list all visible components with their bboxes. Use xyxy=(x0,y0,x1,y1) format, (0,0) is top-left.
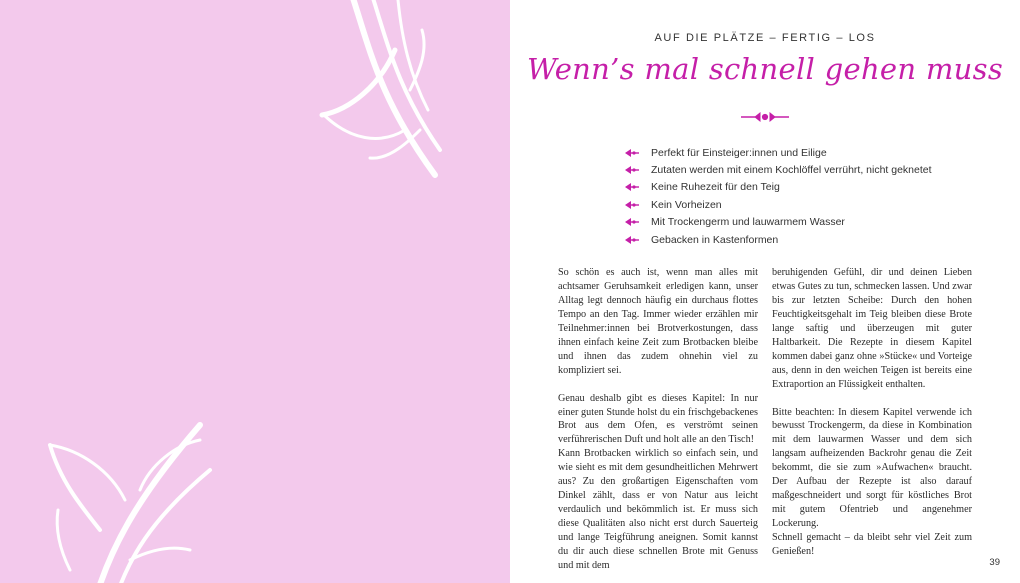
leaf-bullet-icon xyxy=(625,201,651,209)
flourish-top-icon xyxy=(310,0,510,190)
page-number: 39 xyxy=(989,557,1000,568)
paragraph: Genau deshalb gibt es dieses Kapitel: In nur einer guten Stunde holst du ein frischgebackenes Brot aus dem Ofen, es verströmt seinen verführerischen Duft und holt alle an den Tisch! xyxy=(558,392,758,446)
paragraph: So schön es auch ist, wenn man alles mit achtsamer Geruhsamkeit erledigen kann, unser Alltag legt dennoch häufig ein durchaus flottes Tempo an den Tag. Immer wieder erzählen mir Teilnehmer:innen bei Brotverkostungen, dass ihnen einfach keine Zeit zum Brotbacken bleibe und ihnen das zudem ohnehin viel zu kompliziert sei. xyxy=(558,267,758,376)
chapter-title: Wenn’s mal schnell gehen muss xyxy=(526,52,1004,86)
list-item xyxy=(625,196,932,213)
list-item-text: Keine Ruhezeit für den Teig xyxy=(651,181,780,194)
list-item-text: Zutaten werden mit einem Kochlöffel verrührt, nicht geknetet xyxy=(651,164,932,177)
feature-list xyxy=(625,144,932,248)
paragraph: Kann Brotbacken wirklich so einfach sein, und wie sieht es mit dem gesundheitlichen Mehrwert aus? Zu den großartigen Eigenschaften vom Dinkel zählt, dass er von Natur aus leicht verdaulich und bekömmlich ist. Er muss sich diese Qualitäten also nicht erst durch Sauerteig und lange Teigführung aneignen. Somit kannst du dir auch diese schnellen Brote mit Genuss und mit dem xyxy=(558,448,758,571)
leaf-bullet-icon xyxy=(625,183,651,191)
list-item-text: Kein Vorheizen xyxy=(651,198,722,211)
list-item xyxy=(625,179,932,196)
leaf-bullet-icon xyxy=(625,149,651,157)
list-item xyxy=(625,144,932,161)
leaf-bullet-icon xyxy=(625,236,651,244)
body-column-left xyxy=(558,266,758,573)
chapter-kicker: AUF DIE PLÄTZE – FERTIG – LOS xyxy=(654,32,876,44)
list-item xyxy=(625,161,932,178)
flourish-bottom-icon xyxy=(40,410,220,583)
list-item-text: Gebacken in Kastenformen xyxy=(651,233,779,246)
paragraph: beruhigenden Gefühl, dir und deinen Lieben etwas Gutes zu tun, schmecken lassen. Und zwar bis zur letzten Scheibe: Durch den hohen Feuchtigkeitsgehalt im Teig bleiben diese Brote lange saftig und überzeugen mit guter Haltbarkeit. Die Rezepte in diesem Kapitel kommen dabei ganz ohne »Stücke« und Vorteige aus, denn in den weichen Teigen ist bereits eine Extraportion an Flüssigkeit enthalten. xyxy=(772,267,973,390)
divider-ornament-icon xyxy=(741,111,789,123)
list-item xyxy=(625,214,932,231)
paragraph: Bitte beachten: In diesem Kapitel verwende ich bewusst Trockengerm, da diese in Kombination mit dem lauwarmen Wasser und dem sich langsam aufheizenden Backrohr genau die Zeit bekommt, die sie zum »Aufwachen« braucht. Der Aufbau der Rezepte ist also darauf maßgeschneidert und sorgt für köstliches Brot mit gutem Ofentrieb und angenehmer Lockerung. xyxy=(772,406,972,530)
list-item-text: Perfekt für Einsteiger:innen und Eilige xyxy=(651,146,827,159)
right-page xyxy=(510,0,1020,583)
leaf-bullet-icon xyxy=(625,218,651,226)
list-item xyxy=(625,231,932,248)
paragraph: Schnell gemacht – da bleibt sehr viel Zeit zum Genießen! xyxy=(772,532,972,558)
body-column-right xyxy=(772,266,972,559)
list-item-text: Mit Trockengerm und lauwarmem Wasser xyxy=(651,216,845,229)
leaf-bullet-icon xyxy=(625,166,651,174)
